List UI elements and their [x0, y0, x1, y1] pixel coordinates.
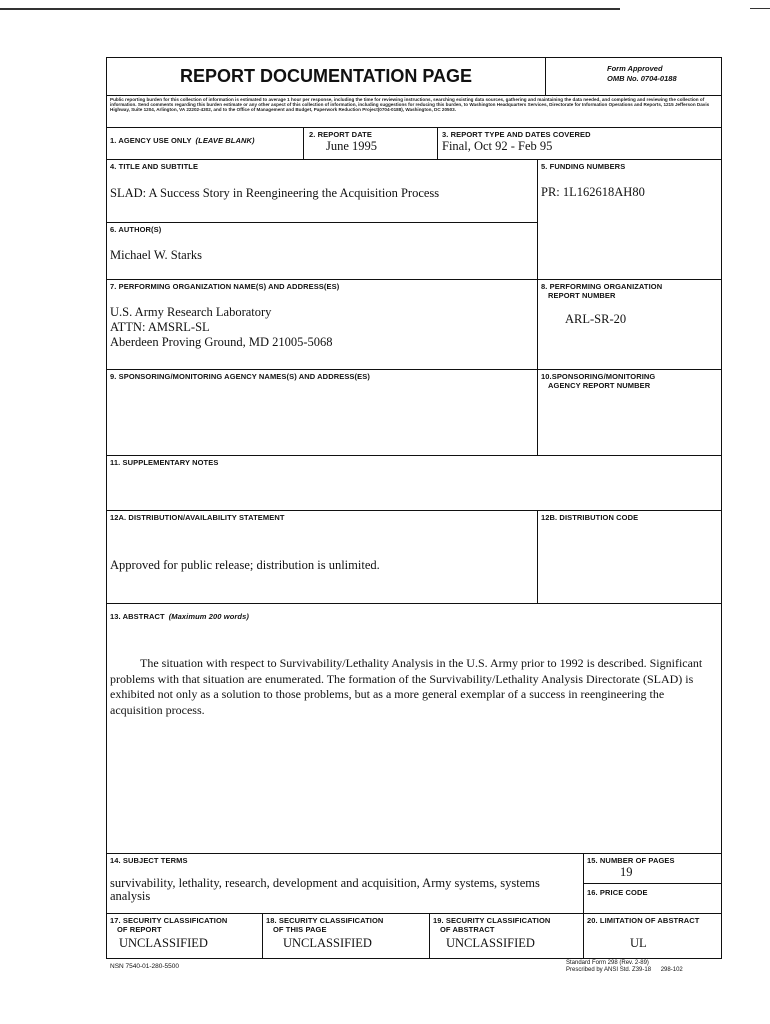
- sponsor-report-label1: 10.SPONSORING/MONITORING: [541, 372, 656, 381]
- distribution-value: Approved for public release; distribution is unlimited.: [110, 558, 380, 572]
- report-date-value: June 1995: [326, 139, 378, 153]
- title-value: SLAD: A Success Story in Reengineering the Acquisition Process: [110, 186, 440, 200]
- abstract-field[interactable]: [107, 603, 721, 853]
- performing-org-line3: Aberdeen Proving Ground, MD 21005-5068: [110, 335, 333, 349]
- sponsor-report-field[interactable]: [537, 369, 721, 455]
- agency-use-label: 1. AGENCY USE ONLY: [110, 136, 192, 145]
- supplementary-notes-label: 11. SUPPLEMENTARY NOTES: [110, 458, 219, 467]
- security-report-label1: 17. SECURITY CLASSIFICATION: [110, 916, 228, 925]
- limitation-field[interactable]: [583, 913, 721, 958]
- distribution-code-field[interactable]: [537, 510, 721, 603]
- nsn-number: NSN 7540-01-280-5500: [110, 963, 180, 970]
- form-title: REPORT DOCUMENTATION PAGE: [180, 66, 472, 86]
- security-page-value: UNCLASSIFIED: [283, 936, 372, 950]
- agency-use-field[interactable]: [110, 130, 255, 148]
- sponsor-label: 9. SPONSORING/MONITORING AGENCY NAMES(S) AND ADDRESS(ES): [110, 372, 370, 381]
- row-1-3: [107, 127, 721, 159]
- report-type-label: 3. REPORT TYPE AND DATES COVERED: [442, 130, 591, 139]
- omb-number: OMB No. 0704-0188: [607, 74, 677, 83]
- burden-statement: Public reporting burden for this collection of information is estimated to average 1 hour per response, including the time for reviewing instructions, searching existing data sources, gathering and maintaining the data needed, and completing and reviewing the collection of information. Send comments regarding this burden estimate or any other aspect of this collection of information, including suggestions for reducing this burden, to Washington Headquarters Services, Directorate for Information Operations and Reports, 1215 Jefferson Davis Highway, Suite 1204, Arlington, VA 22202-4302, and to the Office of Management and Budget, Paperwork Reduction Project(0704-0188), Washington, DC 20503.: [110, 97, 710, 113]
- funding-field[interactable]: [537, 159, 721, 279]
- security-abstract-value: UNCLASSIFIED: [446, 936, 535, 950]
- form-approved: [607, 64, 677, 84]
- sponsor-field[interactable]: [107, 369, 537, 455]
- form-code: 298-102: [660, 967, 683, 973]
- authors-label: 6. AUTHOR(S): [110, 225, 162, 234]
- funding-value: PR: 1L162618AH80: [541, 185, 645, 199]
- top-edge-rule-right: [750, 8, 770, 9]
- report-date-label: 2. REPORT DATE: [309, 130, 372, 139]
- security-page-field[interactable]: [262, 913, 429, 958]
- form-approved-text: Form Approved: [607, 64, 663, 73]
- report-date-field[interactable]: [303, 128, 437, 160]
- performing-org-line1: U.S. Army Research Laboratory: [110, 305, 272, 319]
- funding-label: 5. FUNDING NUMBERS: [541, 162, 626, 171]
- performing-report-label1: 8. PERFORMING ORGANIZATION: [541, 282, 663, 291]
- standard-form-text: Standard Form 298 (Rev. 2-89): [566, 960, 649, 966]
- abstract-label: 13. ABSTRACT: [110, 612, 165, 621]
- abstract-text: The situation with respect to Survivability/Lethality Analysis in the U.S. Army prior to 1992 is described. Significant problems with that situation are enumerated. The formation of the Survivability/Lethality Analysis Directorate (SLAD) is exhibited not only as a solution to those problems, but as a more general exemplar of a success in reengineering the acquisition process.: [110, 656, 703, 717]
- security-page-label2: OF THIS PAGE: [273, 925, 327, 934]
- title-field[interactable]: [107, 159, 537, 222]
- limitation-label: 20. LIMITATION OF ABSTRACT: [587, 916, 700, 925]
- security-abstract-label2: OF ABSTRACT: [440, 925, 495, 934]
- performing-org-field[interactable]: [107, 279, 537, 369]
- performing-org-line2: ATTN: AMSRL-SL: [110, 320, 210, 334]
- security-page-label1: 18. SECURITY CLASSIFICATION: [266, 916, 384, 925]
- price-code-field[interactable]: [583, 883, 721, 913]
- security-abstract-field[interactable]: [429, 913, 583, 958]
- burden-divider: [107, 95, 721, 96]
- performing-org-label: 7. PERFORMING ORGANIZATION NAME(S) AND ADDRESS(ES): [110, 282, 340, 291]
- report-documentation-form: [106, 57, 722, 959]
- agency-use-hint: (LEAVE BLANK): [195, 136, 255, 145]
- sponsor-report-label2: AGENCY REPORT NUMBER: [548, 381, 651, 390]
- authors-value: Michael W. Starks: [110, 248, 203, 262]
- num-pages-field[interactable]: [583, 853, 721, 883]
- performing-report-label2: REPORT NUMBER: [548, 291, 616, 300]
- subject-terms-field[interactable]: [107, 853, 583, 913]
- standard-form-note: [566, 960, 683, 974]
- abstract-hint: (Maximum 200 words): [168, 612, 249, 621]
- distribution-code-label: 12B. DISTRIBUTION CODE: [541, 513, 639, 522]
- title-label: 4. TITLE AND SUBTITLE: [110, 162, 199, 171]
- security-report-value: UNCLASSIFIED: [119, 936, 208, 950]
- num-pages-label: 15. NUMBER OF PAGES: [587, 856, 675, 865]
- authors-field[interactable]: [107, 222, 537, 279]
- prescribed-text: Prescribed by ANSI Std. Z39-18: [566, 967, 652, 973]
- supplementary-notes-field[interactable]: [107, 455, 721, 510]
- top-edge-rule: [0, 8, 620, 10]
- security-report-label2: OF REPORT: [117, 925, 162, 934]
- distribution-field[interactable]: [107, 510, 537, 603]
- subject-terms-label: 14. SUBJECT TERMS: [110, 856, 188, 865]
- num-pages-value: 19: [620, 865, 633, 879]
- limitation-value: UL: [630, 936, 647, 950]
- security-report-field[interactable]: [107, 913, 262, 958]
- report-type-value: Final, Oct 92 - Feb 95: [442, 139, 553, 153]
- performing-report-number: ARL-SR-20: [565, 312, 627, 326]
- subject-terms-value: survivability, lethality, research, development and acquisition, Army systems, systems analysis: [110, 876, 540, 903]
- security-abstract-label1: 19. SECURITY CLASSIFICATION: [433, 916, 551, 925]
- price-code-label: 16. PRICE CODE: [587, 888, 648, 897]
- distribution-label: 12A. DISTRIBUTION/AVAILABILITY STATEMENT: [110, 513, 285, 522]
- performing-report-field[interactable]: [537, 279, 721, 369]
- report-type-field[interactable]: [437, 128, 721, 160]
